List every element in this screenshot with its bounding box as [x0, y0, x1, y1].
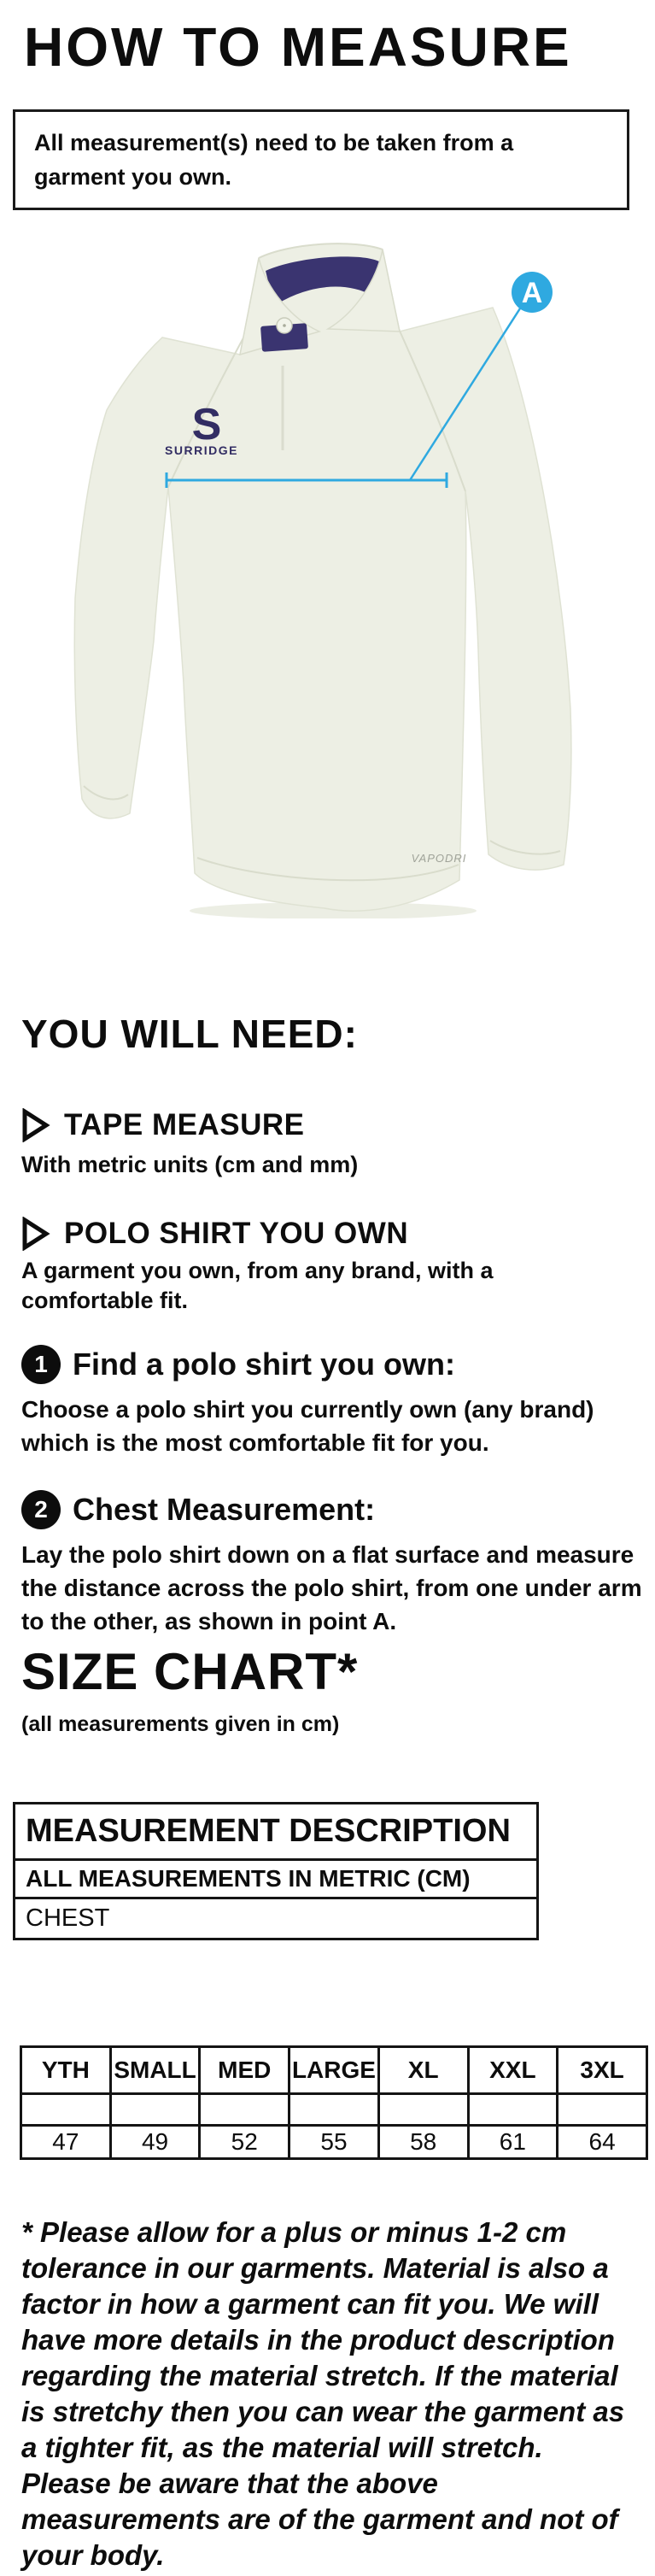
step-1-heading: Find a polo shirt you own: [73, 1347, 455, 1382]
polo-shirt-illustration [0, 231, 655, 918]
size-empty-cell [21, 2094, 111, 2126]
measurement-description-table [13, 1802, 539, 1940]
step-1-body: Choose a polo shirt you currently own (any brand) which is the most comfortable fit for you. [21, 1396, 594, 1456]
notice-text: All measurement(s) need to be taken from a garment you own. [34, 130, 514, 190]
brand-logo-text: SURRIDGE [165, 443, 238, 457]
size-header-row [21, 2047, 647, 2094]
size-header-cell: SMALL [110, 2047, 200, 2094]
size-header-cell: YTH [21, 2047, 111, 2094]
need-item-label: TAPE MEASURE [64, 1108, 305, 1141]
size-empty-row [21, 2094, 647, 2126]
size-value-cell: 49 [110, 2126, 200, 2159]
step-2-badge: 2 [21, 1490, 61, 1529]
size-header-cell: XXL [468, 2047, 558, 2094]
size-value-cell: 64 [558, 2126, 647, 2159]
size-header-cell: XL [378, 2047, 468, 2094]
you-will-need-heading: YOU WILL NEED: [21, 1012, 358, 1056]
size-value-cell: 47 [21, 2126, 111, 2159]
description-measurement-cell: CHEST [15, 1898, 538, 1939]
triangle-bullet-icon [21, 1217, 50, 1251]
notice-box [13, 109, 629, 210]
step-2-heading: Chest Measurement: [73, 1492, 376, 1527]
need-item-description: With metric units (cm and mm) [21, 1152, 359, 1177]
chest-values-row [21, 2126, 647, 2159]
table-row [15, 1804, 538, 1860]
table-row [15, 1860, 538, 1898]
size-empty-cell [378, 2094, 468, 2126]
brand-logo-mark: S [191, 400, 222, 449]
description-title-cell: MEASUREMENT DESCRIPTION [15, 1804, 538, 1860]
step-2-header [21, 1490, 375, 1529]
size-header-cell: 3XL [558, 2047, 647, 2094]
size-header-cell: LARGE [289, 2047, 379, 2094]
button-hole [283, 324, 286, 327]
measurement-figure [0, 231, 655, 918]
table-row [15, 1898, 538, 1939]
step-2-body: Lay the polo shirt down on a flat surface and measure the distance across the polo shirt, from one under arm to the other, as shown in point A. [21, 1541, 642, 1634]
need-item-polo-shirt [21, 1217, 408, 1251]
triangle-bullet-icon [21, 1108, 50, 1142]
fabric-logo-text: VAPODRI [411, 852, 467, 865]
size-empty-cell [468, 2094, 558, 2126]
size-empty-cell [200, 2094, 289, 2126]
need-item-tape-measure [21, 1108, 305, 1142]
page-title: HOW TO MEASURE [24, 16, 572, 78]
description-subtitle-cell: ALL MEASUREMENTS IN METRIC (CM) [15, 1860, 538, 1898]
step-1-header [21, 1345, 455, 1384]
step-1-badge: 1 [21, 1345, 61, 1384]
size-empty-cell [110, 2094, 200, 2126]
size-value-cell: 55 [289, 2126, 379, 2159]
size-value-cell: 61 [468, 2126, 558, 2159]
size-chart-subheading: (all measurements given in cm) [21, 1712, 340, 1736]
need-item-description: A garment you own, from any brand, with a comfortable fit. [21, 1258, 494, 1313]
marker-a-label: A [521, 277, 543, 309]
size-chart-heading: SIZE CHART* [21, 1643, 359, 1700]
tolerance-footnote: * Please allow for a plus or minus 1-2 cm tolerance in our garments. Material is also a factor in how a garment can fit you. We will have more details in the product description regarding the material stretch. If the material is stretchy then you can wear the garment as a tighter fit, as the material will stretch. Please be aware that the above measurements are of the garment and not of your body. [21, 2216, 625, 2571]
size-header-cell: MED [200, 2047, 289, 2094]
need-item-label: POLO SHIRT YOU OWN [64, 1217, 409, 1250]
size-value-cell: 52 [200, 2126, 289, 2159]
size-empty-cell [289, 2094, 379, 2126]
size-value-cell: 58 [378, 2126, 468, 2159]
size-chart-table [20, 2045, 648, 2160]
size-empty-cell [558, 2094, 647, 2126]
